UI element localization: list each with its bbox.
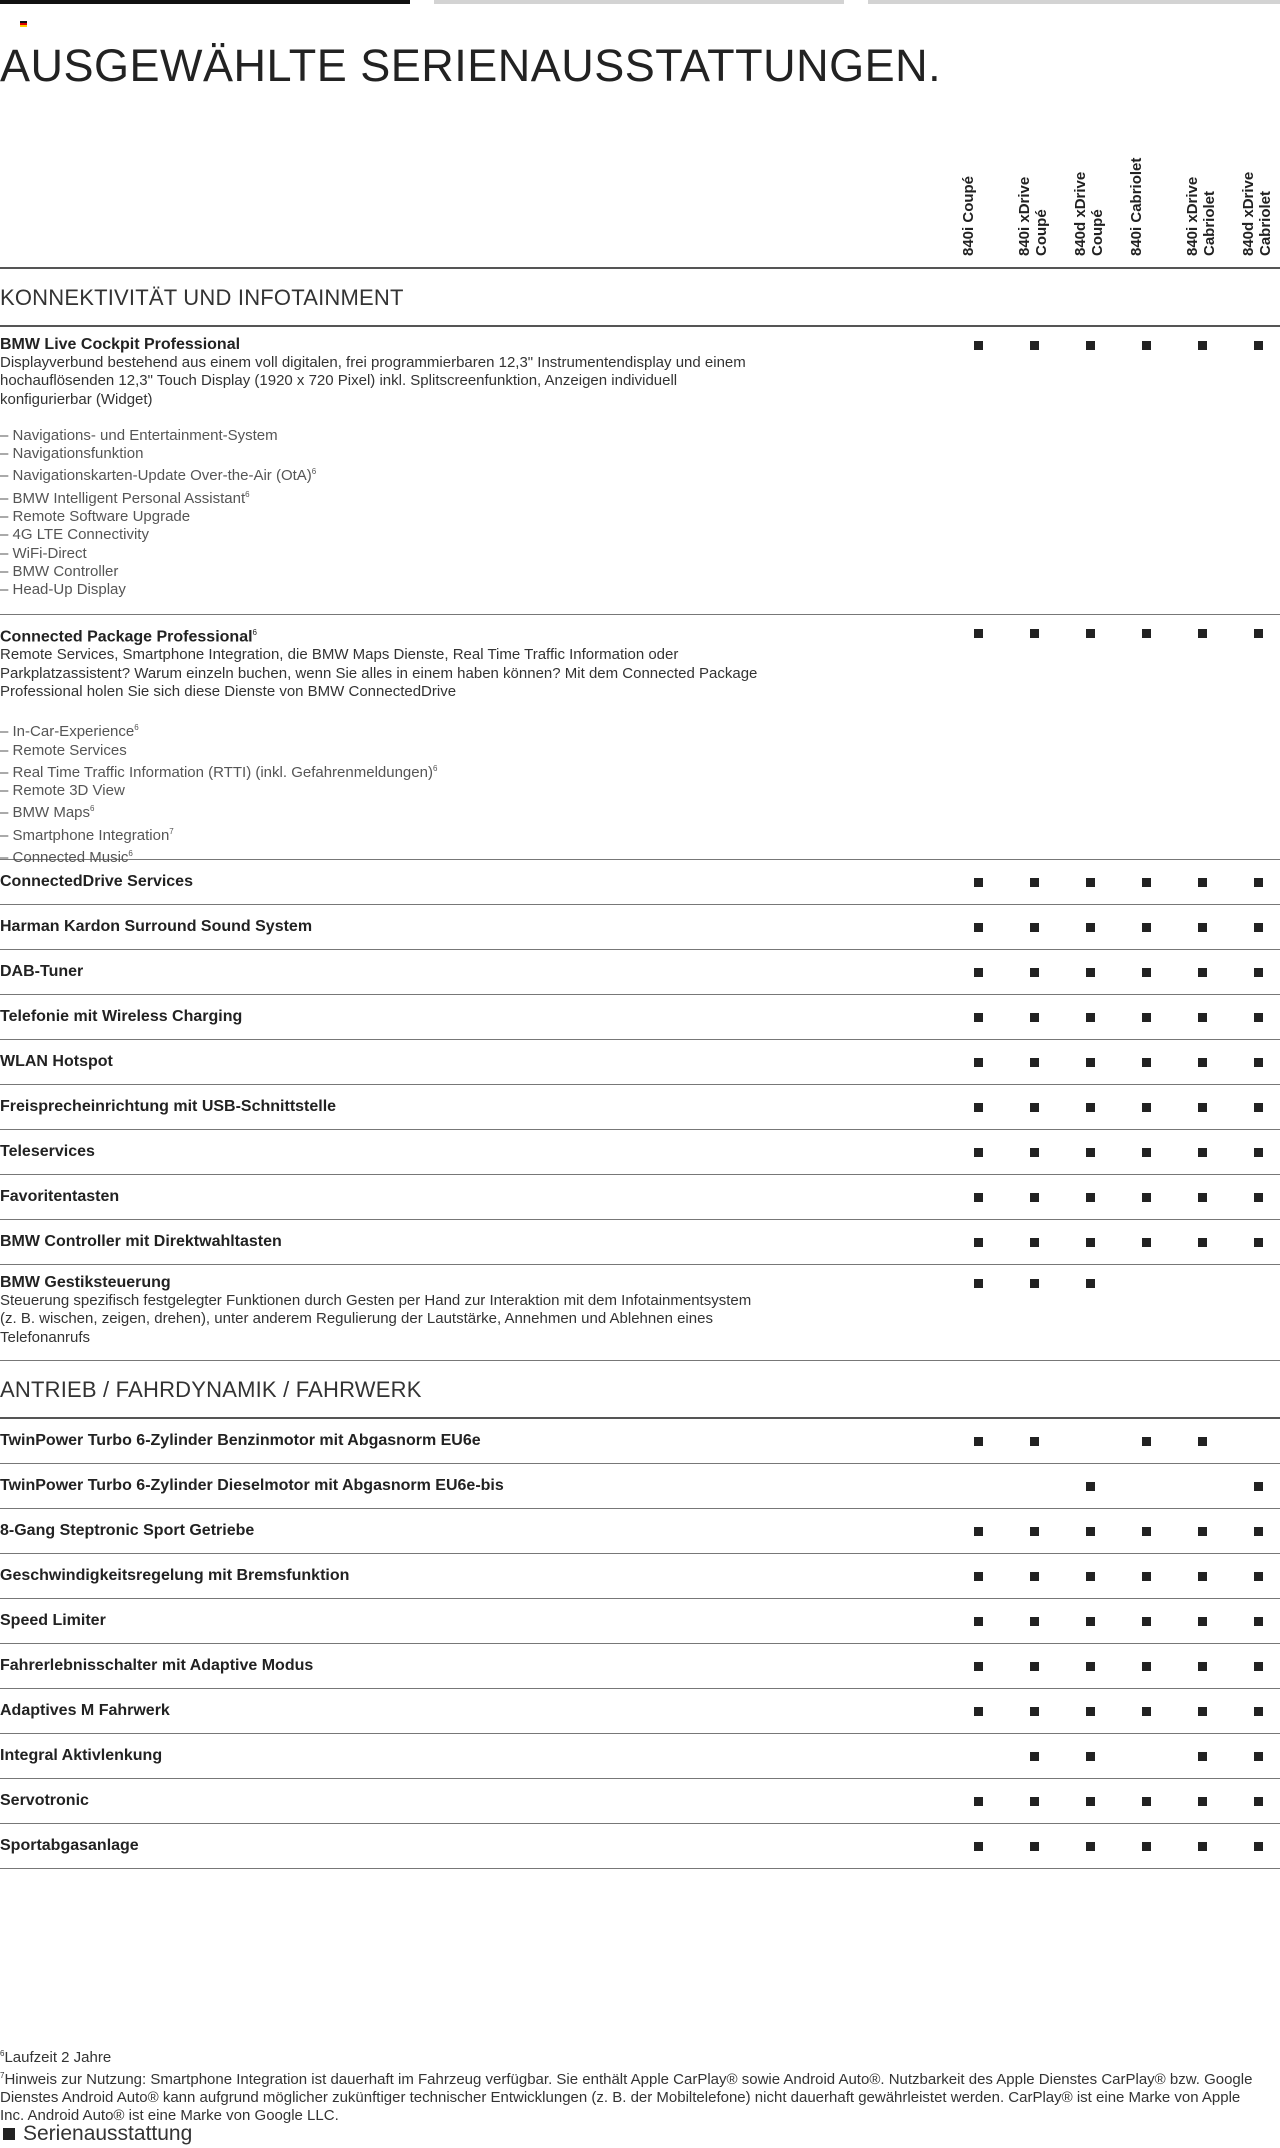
- standard-equipment-marker: [1254, 1013, 1263, 1022]
- standard-equipment-marker: [974, 923, 983, 932]
- table-row: [0, 1509, 1280, 1554]
- feature-name: WLAN Hotspot: [0, 1053, 113, 1070]
- column-header: 840i Coupé: [960, 175, 977, 256]
- standard-equipment-marker: [1142, 1527, 1151, 1536]
- standard-equipment-marker: [1086, 1103, 1095, 1112]
- standard-equipment-marker: [1198, 1527, 1207, 1536]
- table-row: [0, 1464, 1280, 1509]
- list-item: – Smartphone Integration$^7$: [0, 823, 1280, 845]
- list-item: – Head-Up Display: [0, 581, 1280, 599]
- standard-equipment-marker: [974, 1437, 983, 1446]
- standard-equipment-marker: [1198, 1103, 1207, 1112]
- standard-equipment-marker: [1086, 878, 1095, 887]
- standard-equipment-marker: [1254, 1238, 1263, 1247]
- feature-name: ConnectedDrive Services: [0, 873, 193, 890]
- standard-equipment-marker: [1086, 1148, 1095, 1157]
- standard-equipment-marker: [974, 1797, 983, 1806]
- standard-equipment-marker: [1086, 968, 1095, 977]
- feature-description: Steuerung spezifisch festgelegter Funktionen durch Gesten per Hand zur Interaktion mit dem Infotainmentsystem (z. B. wischen, zeigen, drehen), unter anderem Regulierung der Lautstärke, Annehmen und Ablehnen eines Telefonanrufs: [0, 1292, 752, 1346]
- standard-equipment-marker: [1142, 1842, 1151, 1851]
- standard-equipment-marker-icon: [3, 2128, 15, 2140]
- standard-equipment-marker: [1030, 1572, 1039, 1581]
- footnote: $^6$Laufzeit 2 Jahre: [0, 2049, 112, 2066]
- standard-equipment-marker: [1086, 1662, 1095, 1671]
- standard-equipment-marker: [974, 878, 983, 887]
- list-item: – Connected Music$^6$: [0, 845, 1280, 867]
- table-row: [0, 905, 1280, 950]
- standard-equipment-marker: [1086, 1279, 1095, 1288]
- page-progress: [0, 0, 1280, 4]
- standard-equipment-marker: [1142, 1238, 1151, 1247]
- list-item: – Real Time Traffic Information (RTTI) (inkl. Gefahrenmeldungen)$^6$: [0, 760, 1280, 782]
- list-item: – BMW Maps$^6$: [0, 800, 1280, 822]
- table-row: [0, 1779, 1280, 1824]
- standard-equipment-marker: [1086, 923, 1095, 932]
- standard-equipment-marker: [1030, 1148, 1039, 1157]
- standard-equipment-marker: [974, 968, 983, 977]
- feature-name: Speed Limiter: [0, 1612, 106, 1629]
- standard-equipment-marker: [1086, 1572, 1095, 1581]
- standard-equipment-marker: [1142, 1103, 1151, 1112]
- feature-description: Remote Services, Smartphone Integration, die BMW Maps Dienste, Real Time Traffic Information oder Parkplatzassistent? Warum einzeln buchen, wenn Sie alles in einem haben können? Mit dem Connected Package Professional holen Sie sich diese Dienste von BMW ConnectedDrive: [0, 646, 758, 700]
- standard-equipment-marker: [1254, 968, 1263, 977]
- standard-equipment-marker: [1086, 1527, 1095, 1536]
- table-row: [0, 1130, 1280, 1175]
- standard-equipment-marker: [1142, 629, 1151, 638]
- standard-equipment-marker: [974, 1662, 983, 1671]
- table-row: [0, 615, 1280, 866]
- standard-equipment-marker: [1198, 1617, 1207, 1626]
- section-heading: ANTRIEB / FAHRDYNAMIK / FAHRWERK: [0, 1361, 1280, 1419]
- standard-equipment-marker: [1254, 1572, 1263, 1581]
- standard-equipment-marker: [1086, 629, 1095, 638]
- language-flag-icon[interactable]: [20, 21, 27, 27]
- column-headers: [0, 150, 1280, 260]
- standard-equipment-marker: [1254, 1193, 1263, 1202]
- standard-equipment-marker: [1086, 1707, 1095, 1716]
- list-item: – Navigationsfunktion: [0, 445, 1280, 463]
- progress-segment-active: [0, 0, 410, 4]
- table-row: [0, 1644, 1280, 1689]
- list-item: – Remote Services: [0, 742, 1280, 760]
- column-header: 840i xDrive Cabriolet: [1184, 176, 1218, 256]
- column-header: 840i Cabriolet: [1128, 157, 1145, 256]
- standard-equipment-marker: [1142, 1617, 1151, 1626]
- table-row: [0, 1824, 1280, 1869]
- standard-equipment-marker: [1254, 1058, 1263, 1067]
- column-header: 840d xDrive Cabriolet: [1240, 171, 1274, 256]
- standard-equipment-marker: [1254, 1797, 1263, 1806]
- standard-equipment-marker: [1142, 1572, 1151, 1581]
- feature-name: Servotronic: [0, 1792, 89, 1809]
- standard-equipment-marker: [1142, 968, 1151, 977]
- standard-equipment-marker: [1142, 1437, 1151, 1446]
- standard-equipment-marker: [1086, 1193, 1095, 1202]
- standard-equipment-marker: [1142, 1797, 1151, 1806]
- standard-equipment-marker: [1254, 923, 1263, 932]
- feature-name: 8-Gang Steptronic Sport Getriebe: [0, 1522, 255, 1539]
- standard-equipment-marker: [1030, 968, 1039, 977]
- standard-equipment-marker: [1254, 1527, 1263, 1536]
- standard-equipment-marker: [1254, 341, 1263, 350]
- progress-segment: [868, 0, 1280, 4]
- standard-equipment-marker: [1198, 923, 1207, 932]
- table-row: [0, 1419, 1280, 1464]
- column-header: 840d xDrive Coupé: [1072, 171, 1106, 256]
- standard-equipment-marker: [1030, 1662, 1039, 1671]
- standard-equipment-marker: [974, 1707, 983, 1716]
- table-row: [0, 1085, 1280, 1130]
- standard-equipment-marker: [1254, 878, 1263, 887]
- standard-equipment-marker: [1254, 1662, 1263, 1671]
- list-item: – Remote Software Upgrade: [0, 508, 1280, 526]
- list-item: – BMW Intelligent Personal Assistant$^6$: [0, 486, 1280, 508]
- standard-equipment-marker: [1030, 1527, 1039, 1536]
- table-row: [0, 1040, 1280, 1085]
- standard-equipment-marker: [1254, 1617, 1263, 1626]
- standard-equipment-marker: [1086, 1058, 1095, 1067]
- table-row: [0, 327, 1280, 615]
- list-item: – Navigations- und Entertainment-System: [0, 427, 1280, 445]
- list-item: – Navigationskarten-Update Over-the-Air (OtA)$^6$: [0, 463, 1280, 485]
- table-row: [0, 1265, 1280, 1361]
- standard-equipment-marker: [974, 1279, 983, 1288]
- table-row: [0, 1689, 1280, 1734]
- standard-equipment-marker: [1030, 1617, 1039, 1626]
- standard-equipment-marker: [974, 1238, 983, 1247]
- standard-equipment-marker: [1086, 1013, 1095, 1022]
- standard-equipment-marker: [1198, 1572, 1207, 1581]
- feature-name: Adaptives M Fahrwerk: [0, 1702, 170, 1719]
- standard-equipment-marker: [1030, 1193, 1039, 1202]
- standard-equipment-marker: [1142, 1013, 1151, 1022]
- standard-equipment-marker: [1030, 1238, 1039, 1247]
- standard-equipment-marker: [1198, 1238, 1207, 1247]
- table-row: [0, 1734, 1280, 1779]
- list-item: – WiFi-Direct: [0, 545, 1280, 563]
- standard-equipment-marker: [1254, 1707, 1263, 1716]
- standard-equipment-marker: [1198, 1662, 1207, 1671]
- page-title: AUSGEWÄHLTE SERIENAUSSTATTUNGEN.: [0, 40, 942, 91]
- standard-equipment-marker: [1030, 1842, 1039, 1851]
- footnotes: [0, 2045, 1260, 2125]
- standard-equipment-marker: [1198, 1752, 1207, 1761]
- standard-equipment-marker: [1198, 878, 1207, 887]
- standard-equipment-marker: [1198, 968, 1207, 977]
- standard-equipment-marker: [1198, 1013, 1207, 1022]
- standard-equipment-marker: [1086, 1482, 1095, 1491]
- standard-equipment-marker: [1086, 1752, 1095, 1761]
- table-row: [0, 1599, 1280, 1644]
- standard-equipment-marker: [1254, 629, 1263, 638]
- standard-equipment-marker: [1086, 1617, 1095, 1626]
- section-heading: KONNEKTIVITÄT UND INFOTAINMENT: [0, 269, 1280, 327]
- standard-equipment-marker: [1030, 1058, 1039, 1067]
- standard-equipment-marker: [1198, 1193, 1207, 1202]
- feature-name: Telefonie mit Wireless Charging: [0, 1008, 243, 1025]
- standard-equipment-marker: [1030, 878, 1039, 887]
- standard-equipment-marker: [1142, 1662, 1151, 1671]
- feature-name: BMW Gestiksteuerung: [0, 1274, 171, 1291]
- standard-equipment-marker: [1142, 878, 1151, 887]
- list-item: – 4G LTE Connectivity: [0, 526, 1280, 544]
- table-row: [0, 950, 1280, 995]
- feature-name: Harman Kardon Surround Sound System: [0, 918, 313, 935]
- table-row: [0, 1220, 1280, 1265]
- feature-name: Teleservices: [0, 1143, 95, 1160]
- standard-equipment-marker: [974, 1058, 983, 1067]
- standard-equipment-marker: [1254, 1482, 1263, 1491]
- feature-name: Geschwindigkeitsregelung mit Bremsfunktion: [0, 1567, 350, 1584]
- standard-equipment-marker: [1030, 629, 1039, 638]
- standard-equipment-marker: [1198, 1148, 1207, 1157]
- legend: Serienausstattung: [0, 2122, 192, 2146]
- feature-name: Integral Aktivlenkung: [0, 1747, 163, 1764]
- standard-equipment-marker: [1198, 1437, 1207, 1446]
- feature-name: TwinPower Turbo 6-Zylinder Dieselmotor mit Abgasnorm EU6e-bis: [0, 1477, 504, 1494]
- equipment-table: [0, 267, 1280, 1869]
- standard-equipment-marker: [974, 1193, 983, 1202]
- table-row: [0, 1175, 1280, 1220]
- feature-name: Freisprecheinrichtung mit USB-Schnittstelle: [0, 1098, 337, 1115]
- standard-equipment-marker: [1198, 629, 1207, 638]
- feature-bullets: [0, 427, 1280, 600]
- feature-name: Favoritentasten: [0, 1188, 120, 1205]
- standard-equipment-marker: [1198, 341, 1207, 350]
- standard-equipment-marker: [1254, 1103, 1263, 1112]
- table-row: [0, 860, 1280, 905]
- standard-equipment-marker: [974, 1103, 983, 1112]
- feature-name: TwinPower Turbo 6-Zylinder Benzinmotor mit Abgasnorm EU6e: [0, 1432, 481, 1449]
- standard-equipment-marker: [1142, 341, 1151, 350]
- standard-equipment-marker: [974, 1013, 983, 1022]
- standard-equipment-marker: [1086, 1238, 1095, 1247]
- standard-equipment-marker: [974, 1148, 983, 1157]
- feature-name: Sportabgasanlage: [0, 1837, 139, 1854]
- list-item: – In-Car-Experience$^6$: [0, 719, 1280, 741]
- standard-equipment-marker: [974, 341, 983, 350]
- standard-equipment-marker: [1030, 341, 1039, 350]
- standard-equipment-marker: [974, 1527, 983, 1536]
- standard-equipment-marker: [1030, 1752, 1039, 1761]
- list-item: – Remote 3D View: [0, 782, 1280, 800]
- feature-name: Connected Package Professional$^6$: [0, 628, 257, 646]
- standard-equipment-marker: [974, 1572, 983, 1581]
- standard-equipment-marker: [1086, 1842, 1095, 1851]
- standard-equipment-marker: [1030, 923, 1039, 932]
- standard-equipment-marker: [1086, 341, 1095, 350]
- standard-equipment-marker: [1254, 1148, 1263, 1157]
- standard-equipment-marker: [1142, 1058, 1151, 1067]
- list-item: – BMW Controller: [0, 563, 1280, 581]
- standard-equipment-marker: [1142, 1148, 1151, 1157]
- feature-name: BMW Controller mit Direktwahltasten: [0, 1233, 282, 1250]
- table-row: [0, 1554, 1280, 1599]
- standard-equipment-marker: [1030, 1013, 1039, 1022]
- feature-name: DAB-Tuner: [0, 963, 84, 980]
- footnote: $^7$Hinweis zur Nutzung: Smartphone Integration ist dauerhaft im Fahrzeug verfügbar. Sie enthält Apple CarPlay® sowie Android Auto®. Nutzbarkeit des Apple Dienstes CarPlay® bzw. Google Dienstes Android Auto® kann aufgrund möglicher zukünftiger technischer Entwicklungen (z. B. der Mobiltelefone) nicht dauerhaft gewährleistet werden. CarPlay® ist eine Marke von Apple Inc. Android Auto® ist eine Marke von Google LLC.: [0, 2071, 1253, 2124]
- standard-equipment-marker: [1254, 1752, 1263, 1761]
- standard-equipment-marker: [1030, 1707, 1039, 1716]
- standard-equipment-marker: [1198, 1797, 1207, 1806]
- standard-equipment-marker: [974, 629, 983, 638]
- progress-segment: [434, 0, 844, 4]
- standard-equipment-marker: [1254, 1842, 1263, 1851]
- standard-equipment-marker: [1142, 1193, 1151, 1202]
- standard-equipment-marker: [1086, 1797, 1095, 1806]
- standard-equipment-marker: [974, 1842, 983, 1851]
- standard-equipment-marker: [1198, 1058, 1207, 1067]
- standard-equipment-marker: [1198, 1707, 1207, 1716]
- standard-equipment-marker: [1030, 1797, 1039, 1806]
- standard-equipment-marker: [1030, 1437, 1039, 1446]
- feature-name: BMW Live Cockpit Professional: [0, 336, 241, 353]
- standard-equipment-marker: [1198, 1842, 1207, 1851]
- standard-equipment-marker: [974, 1617, 983, 1626]
- standard-equipment-marker: [1030, 1279, 1039, 1288]
- feature-description: Displayverbund bestehend aus einem voll digitalen, frei programmierbaren 12,3" Instrumentendisplay und einem hochauflösenden 12,3" Touch Display (1920 x 720 Pixel) inkl. Splitscreenfunktion, Anzeigen individuell konfigurierbar (Widget): [0, 354, 746, 408]
- feature-bullets: [0, 719, 1280, 867]
- table-row: [0, 995, 1280, 1040]
- standard-equipment-marker: [1142, 923, 1151, 932]
- standard-equipment-marker: [1142, 1707, 1151, 1716]
- column-header: 840i xDrive Coupé: [1016, 176, 1050, 256]
- standard-equipment-marker: [1030, 1103, 1039, 1112]
- feature-name: Fahrerlebnisschalter mit Adaptive Modus: [0, 1657, 314, 1674]
